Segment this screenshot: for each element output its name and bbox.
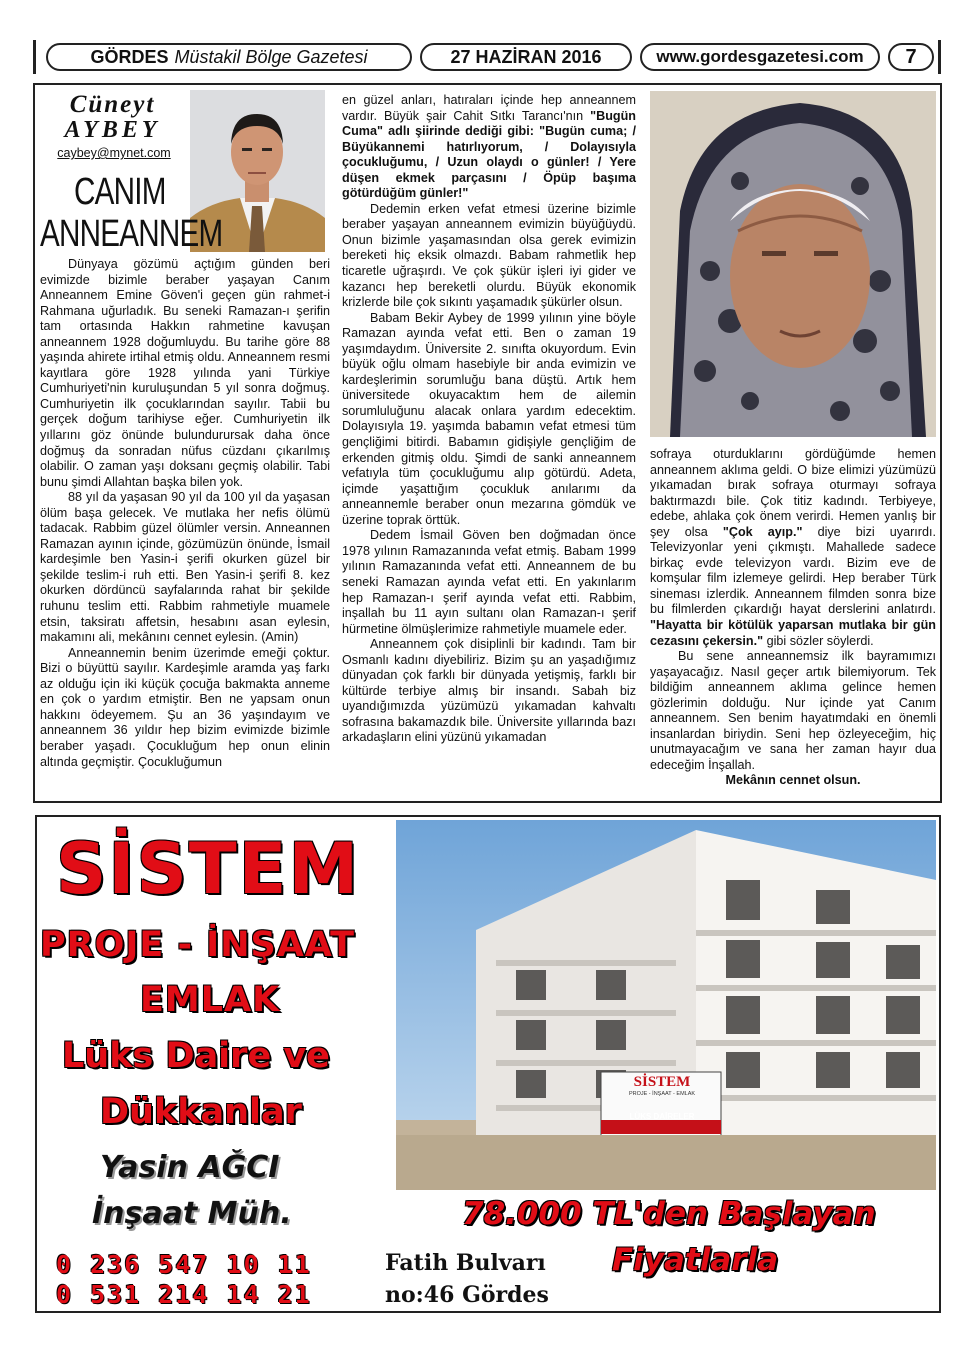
col1-paragraph-2: 88 yıl da yaşasan 90 yıl da 100 yıl da yaşasan ölüm başa gelecek. Ve mutlaka her nefis ölümü tadacak. Rabbim güzel ölümler versin. Anneannen Ramazan ayının içinde, gözümüzün önünde, İsmail kardeşimle ben Yasin-i şerifi okurken güzel bir şekilde teslim-i ruh etti. Ben Yasin-i şerifi 8. kez okurken dördüncü sayfalarında rahat bir şekilde ruhunu teslim etti. Rabbim rahmetiyle muamele etsin, taksiratı affetsin, hesabını asan eylesin, makamını ali, mekânını cennet eylesin. (Amin) <box>40 490 330 645</box>
article-column-3 <box>650 447 936 789</box>
col3-closing <box>650 773 936 789</box>
col3-paragraph-2: Bu sene anneannemsiz ilk bayramımızı yaşayacağız. Nasıl geçer artık bilemiyorum. Tek bildiğim anneannem aklıma gelince hemen gözlerimin dolduğu. Nur içinde yat Canım anneannem. Sen benim hayatımdaki en önemli insanlardan biriydin. Seni hep özleyeceğim, hiç unutmayacağım ve sana her zaman hayır dua edeceğim İnşallah. <box>650 649 936 772</box>
author-email[interactable]: caybey@mynet.com <box>57 146 171 160</box>
building-icon <box>396 820 936 1190</box>
col1-paragraph-3: Anneannemin benim üzerimde emeği çoktur. Bizi o büyüttü sayılır. Kardeşimle aramda yaş farkı az olduğu için iki küçük çocuğa bakmakta anneme en çok o yardım etmiştir. Ben ne yapsam onun hakkını ödeyemem. Şu an 36 yaşındayım ve anneannem 36 yıldır hep bizim evimizde bizimle beraber yaşadı. Çocukluğum hep onun elinin altında geçmiştir. Çocukluğumun <box>40 645 330 769</box>
col2-paragraph-5: Anneannem çok disiplinli bir kadındı. Tam bir Osmanlı kadını diyebiliriz. Bizim şu an yaşadığımız dünyadan çok farklı bir dünyada yetişmiş, farklı bir kültürde terbiye almış bir insandı. Sabah biz uyandığımızda yüzümüzü yıkamadan kahvaltı sofrasına bakamazdık bile. Üniversite yıllarında bazı arkadaşların elini yüzünü yıkamadan <box>342 637 636 745</box>
ad-proje-insaat: PROJE - İNŞAAT <box>40 925 356 965</box>
ad-phone-1[interactable]: 0 236 547 10 11 <box>56 1250 312 1279</box>
page-number-text: 7 <box>905 45 917 68</box>
site-sign <box>603 1074 721 1121</box>
col2-p1-text: en güzel anları, hatıraları içinde hep anneannem vardır. Büyük şair Cahit Sıtkı Tarancı'nın <box>342 93 636 123</box>
ad-price-line2: Fiyatlarla <box>612 1242 779 1278</box>
ad-address-1: Fatih Bulvarı <box>385 1250 546 1276</box>
col3-p1b: "Çok ayıp." <box>722 524 803 539</box>
ad-dukkanlar: Dükkanlar <box>100 1092 302 1132</box>
page-number <box>888 43 934 71</box>
author-name-last <box>40 117 185 144</box>
col1-paragraph-1: Dünyaya gözümü açtığım günden beri evimizde bizimle beraber yaşayan Canım Anneannem Emine Göven'i geçen gün rahmet-i Rahmana uğurladık. Bu seneki Ramazan-ı şerifin tam ortasında Hakkın rahmetine kavuşan anneannem 1928 doğumluydu. Bu tarihe göre 88 yaşında ahirete irtihal etmiş oldu. Anneannem resmi kayıtlara göre 1928 yılında yani Türkiye Cumhuriyeti'nin kuruluşundan 5 yıl sonra doğmuş. Cumhuriyetin ilk çocuklarından sayılır. Tabii bu gerçek doğum tarihiyse eğer. Cumhuriyetin ilk yıllarını göz önünde bulundurursak daha önce doğmuş da sonradan nüfus cüzdanı çıkarılmış olabilir. O zaman yaşı doksanı geçmiş olabilir. Tabi bunu şimdi Allahtan başka bilen yok. <box>40 257 330 489</box>
paper-title <box>46 43 412 71</box>
headline-line2: ANNEANNEM <box>40 213 223 255</box>
author-name-first <box>40 91 185 119</box>
col3-paragraph-1 <box>650 447 936 649</box>
grandmother-portrait-icon <box>650 91 936 437</box>
col2-paragraph-2: Dedemin erken vefat etmesi üzerine bizimle beraber yaşayan anneannem evimizin büyüğüydü. Onun bizimle yaşamasından olsa gerek evimizin bereketi hiç eksik olmazdı. Babam rahmetlik hep ticaretle uğraşırdı. Ve çok şükür işleri iyi gider ve kazancı hep bereketli olurdu. Büyük ekonomik krizlerde bile çok sıkıntı yaşamadık şükürler olsun. <box>342 201 636 310</box>
ad-title: İnşaat Müh. <box>92 1196 292 1231</box>
grandmother-photo <box>650 91 936 437</box>
ad-brand: SİSTEM <box>56 828 361 910</box>
author-first-text: Cüneyt <box>69 91 156 118</box>
author-last-text: AYBEY <box>64 117 161 143</box>
poem-quote: "Bugün Cuma" adlı şiirinde dediği gibi: "Bugün cuma; / Büyükannemi hatırlıyorum, / Dolayısıyla çocukluğumu, / Uzun olaydı o günler! / Yere düşen ekmek parçasını / Öpüp başıma götürdüğüm günler!" <box>342 108 636 201</box>
headline-line1: CANIM <box>74 171 166 213</box>
paper-name: GÖRDES <box>90 46 169 67</box>
issue-date-text: 27 HAZİRAN 2016 <box>450 46 602 67</box>
sign-sub: PROJE - İNŞAAT - EMLAK <box>628 1091 696 1097</box>
col3-p1c: diye bizi uyarırdı. Televizyonlar yeni çıkmıştı. Mahallede sadece birkaç evde televizyon vardı. Bizim eve de komşular film izlemeye gelirdi. Hep beraber Türk sineması izlerdik. Anneannem filmden sonra bize bu filmlerden çıkardığı hayat derslerini anlatırdı. <box>650 524 936 617</box>
col3-p1a: sofraya oturduklarını gördüğümde hemen anneannem aklıma geldi. O bize elimizi yüzümüzü yıkamadan bırak sofraya oturmayı sofraya baktırmazdı bile. Çok titiz kadındı. Terbiyeye, edebe, ahlaka çok önem verirdi. Hemen yanlış bir şey olsa <box>650 447 936 539</box>
ad-address-2: no:46 Gördes <box>385 1282 549 1308</box>
building-photo <box>396 820 936 1190</box>
website-text: www.gordesgazetesi.com <box>656 47 864 66</box>
article-column-2 <box>342 93 636 746</box>
col3-p1e: gibi sözler söylerdi. <box>763 633 874 648</box>
article-column-1 <box>40 257 330 770</box>
ad-emlak: EMLAK <box>140 980 281 1020</box>
col2-paragraph-1 <box>342 93 636 202</box>
closing-text: Mekânın cennet olsun. <box>725 773 861 788</box>
sign-text: LÜKS DAİRELER <box>629 1112 695 1121</box>
ad-owner: Yasin AĞCI <box>100 1150 280 1185</box>
col2-paragraph-3: Babam Bekir Aybey de 1999 yılının yine böyle Ramazan ayında vefat etti. Ben o zaman 19 yaşımdaydım. Üniversite 2. sınıfta okuyordum. Evin büyük oğlu olmam hasebiyle bir anda evimizin ve kardeşlerimin sorumluğu bana düştü. Artık hem üniversitede okuyacaktım hem de ailemin sorumluluğunu alacak onlara yardım edecektim. Dolayısıyla 19. yaşımda babamın vefat etmesi tüm gençliğimi bitirdi. Babamın gidişiyle gençliğim de erkenden gitmiş oldu. Şimdi de sanki anneannem vefatıyla tüm çocukluğumu alıp götürdü. Adeta, içimde yaşattığım çocukluk anılarımı da anneannemle beraber onun mezarına gömdük ve üzerine toprak örttük. <box>342 310 636 527</box>
sign-brand: SİSTEM <box>633 1074 691 1090</box>
paper-subtitle: Müstakil Bölge Gazetesi <box>174 46 368 67</box>
issue-date <box>420 43 632 71</box>
ad-luks-daire: Lüks Daire ve <box>62 1036 330 1076</box>
website-link[interactable] <box>640 43 880 71</box>
col2-paragraph-4: Dedem İsmail Göven ben doğmadan önce 1978 yılının Ramazanında vefat etmiş. Babam 1999 yılının Ramazanında vefat etti. Anneannem de bu seneki Ramazan ayında vefat etti. En yakınlarım hep Ramazan-ı şerif ayında vefat etti. Rabbim, inşallah bu 11 ayın sultanı olan Ramazan-ı şerif hürmetine ölmüşlerimize rahmetiyle muamele eder. <box>342 528 636 636</box>
ad-phone-2[interactable]: 0 531 214 14 21 <box>56 1280 312 1309</box>
col3-p1d: "Hayatta bir kötülük yaparsan mutlaka bir gün cezasını çekersin." <box>650 618 936 648</box>
ad-price-line1: 78.000 TL'den Başlayan <box>462 1196 876 1232</box>
